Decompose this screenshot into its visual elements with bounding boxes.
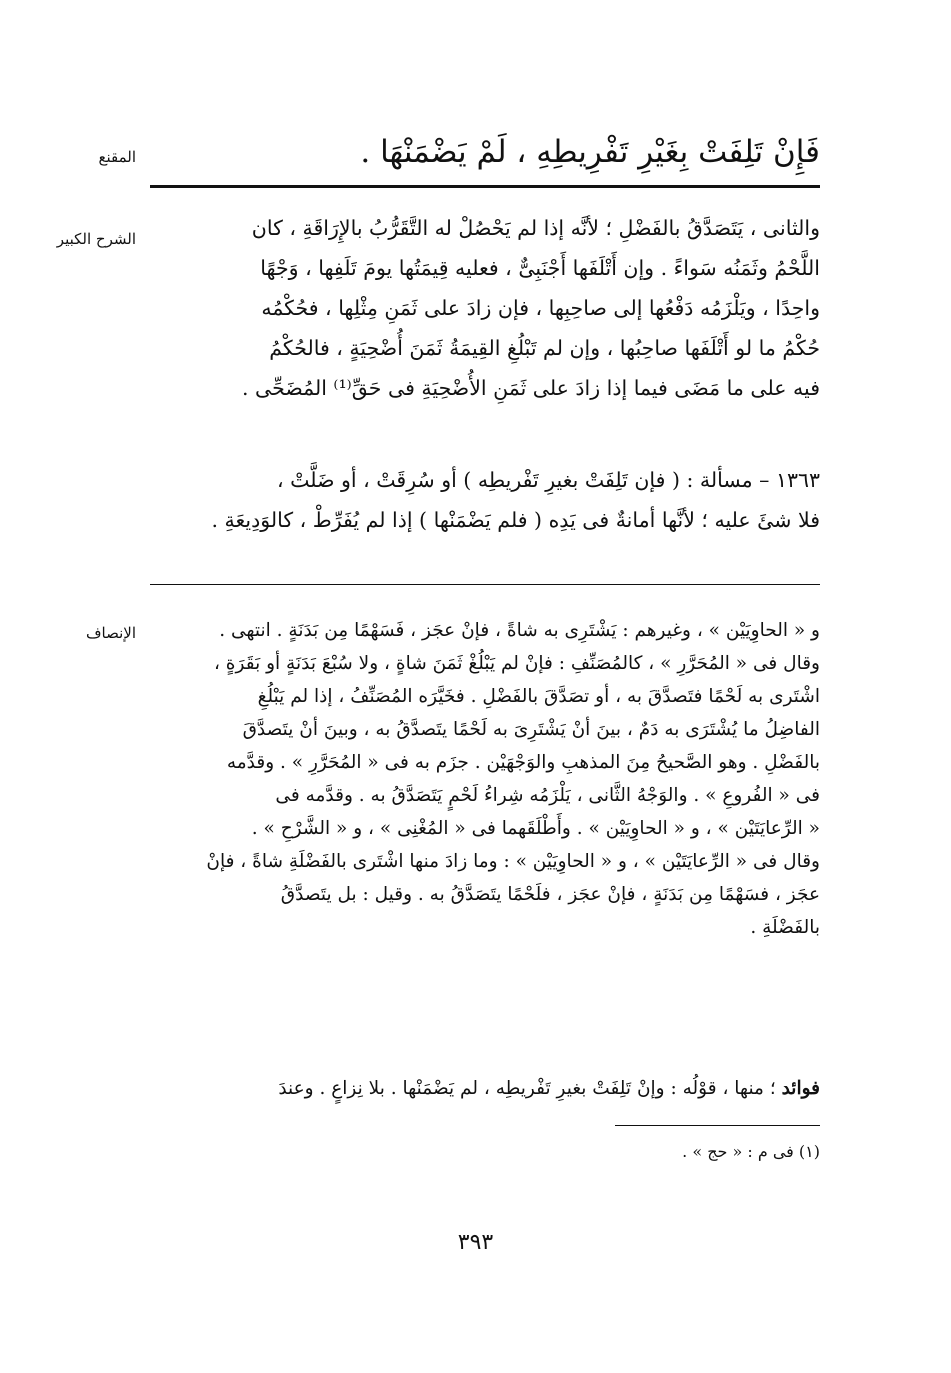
- inshaf-line: وقال فى « الرِّعايَتَيْن » ، و « الحاوِيَيْن » : وما زادَ منها اشْتَرى بالفَضْلَةِ شاةً ، فإنْ: [206, 851, 820, 872]
- inshaf-line: بالفَضْلَةِ .: [750, 917, 820, 938]
- footnote: (١) فى م : « حج » .: [682, 1142, 820, 1161]
- inshaf-line: وقال فى « المُحَرَّرِ » ، كالمُصَنِّفِ : فإنْ لم يَبْلُغْ ثَمَنَ شاةٍ ، ولا سُبْعَ بَدَنَةٍ أو بَقَرَةٍ ،: [213, 653, 820, 674]
- inshaf-line: بالفَضْلِ . وهو الصَّحيحُ مِنَ المذهبِ والوَجْهَيْن . جزَم به فى « المُحَرَّرِ » . وقدَّمه: [226, 752, 820, 773]
- section-divider: [150, 584, 820, 585]
- section-label-muqni: المقنع: [98, 148, 136, 166]
- inshaf-line: الفاضِلُ ما يُشْتَرَى به دَمٌ ، بينَ أنْ يَشْتَرِىَ به لَحْمًا يتَصدَّقُ به ، وبينَ أنْ يتَصدَّقَ: [242, 719, 820, 740]
- sharh-line: والثانى ، يَتَصَدَّقُ بالفَضْلِ ؛ لأنَّه إذا لم يَحْصُلْ له التَّقَرُّبُ بالإِرَاقَةِ ، كان: [251, 216, 820, 240]
- inshaf-line: « الرِّعايَتَيْن » ، و « الحاوِيَيْن » . وأَطْلَقَهما فى « المُغْنِى » ، و « الشَّرْحِ » .: [251, 818, 820, 839]
- fawaid-text: ؛ منها ، قوْلُه : وإنْ تَلِفَتْ بغيرِ تَفْريطِه ، لم يَضْمَنْها . بلا نِزاعٍ . وعندَ: [278, 1078, 782, 1099]
- sharh-line: حُكْمُ ما لو أَتْلَفَها صاحِبُها ، وإن لم تَبْلُغِ القِيمَةُ ثَمَنَ أُضْحِيَةٍ ، فالحُكْمُ: [269, 336, 820, 360]
- section-label-inshaf: الإنصاف: [85, 624, 136, 642]
- sharh-line: اللَّحْمُ وثَمَنُه سَواءً . وإن أَتْلَفَها أَجْنَبِىٌّ ، فعليه قِيمَتُها يومَ تَلَفِها ، وَجْهًا: [260, 256, 820, 280]
- issue-1363: [150, 460, 820, 540]
- sharh-line: واحِدًا ، ويَلْزَمُه دَفْعُها إلى صاحِبِها ، فإن زادَ على ثَمَنِ مِثْلِها ، فحُكْمُه: [261, 296, 820, 320]
- fawaid-paragraph: [150, 1072, 820, 1105]
- inshaf-line: اشْتَرى به لَحْمًا فتَصدَّقَ به ، أو تصَدَّقَ بالفَضْلِ . فخَيَّرَه المُصَنِّفُ ، إذا لم يَبْلُغِ: [257, 686, 820, 707]
- sharh-paragraph: [150, 208, 820, 408]
- footnote-rule: [615, 1125, 820, 1126]
- fawaid-line: [150, 1072, 820, 1105]
- header-rule: [150, 185, 820, 188]
- inshaf-line: عجَز ، فسَهْمًا مِن بَدَنَةٍ ، فإنْ عجَز ، فلَحْمًا يتَصَدَّقُ به . وقيل : بل يتَصدَّقُ: [280, 884, 820, 905]
- section-label-sharh: الشرح الكبير: [56, 230, 136, 248]
- sharh-line: فيه على ما مَضَى فيما إذا زادَ على ثَمَنِ الأُضْحِيَةِ فى حَقِّ⁽¹⁾ المُضَحِّى .: [241, 376, 820, 400]
- fawaid-title: فوائد: [781, 1078, 820, 1099]
- inshaf-paragraph: [150, 614, 820, 944]
- page-number: ٣٩٣: [457, 1230, 494, 1255]
- inshaf-line: و « الحاوِيَيْن » ، وغيرهم : يَشْتَرِى به شاةً ، فإنْ عجَز ، فَسَهْمًا مِن بَدَنَةٍ . انتهى .: [219, 620, 820, 641]
- issue-line: ١٣٦٣ – مسألة : ( فإن تَلِفَتْ بغيرِ تَفْريطِه ) أو سُرِقَتْ ، أو ضَلَّتْ ،: [277, 468, 820, 492]
- issue-line: فلا شئَ عليه ؛ لأنَّها أمانةٌ فى يَدِه ( فلم يَضْمَنْها ) إذا لم يُفَرِّطْ ، كالوَدِيعَةِ .: [211, 508, 820, 532]
- inshaf-line: فى « الفُروعِ » . والوَجْهُ الثَّانى ، يَلْزَمُه شِراءُ لَحْمٍ يَتَصَدَّقُ به . وقدَّمه فى: [275, 785, 820, 806]
- matn-text: فَإِنْ تَلِفَتْ بِغَيْرِ تَفْرِيطِهِ ، لَمْ يَضْمَنْهَا .: [360, 134, 820, 170]
